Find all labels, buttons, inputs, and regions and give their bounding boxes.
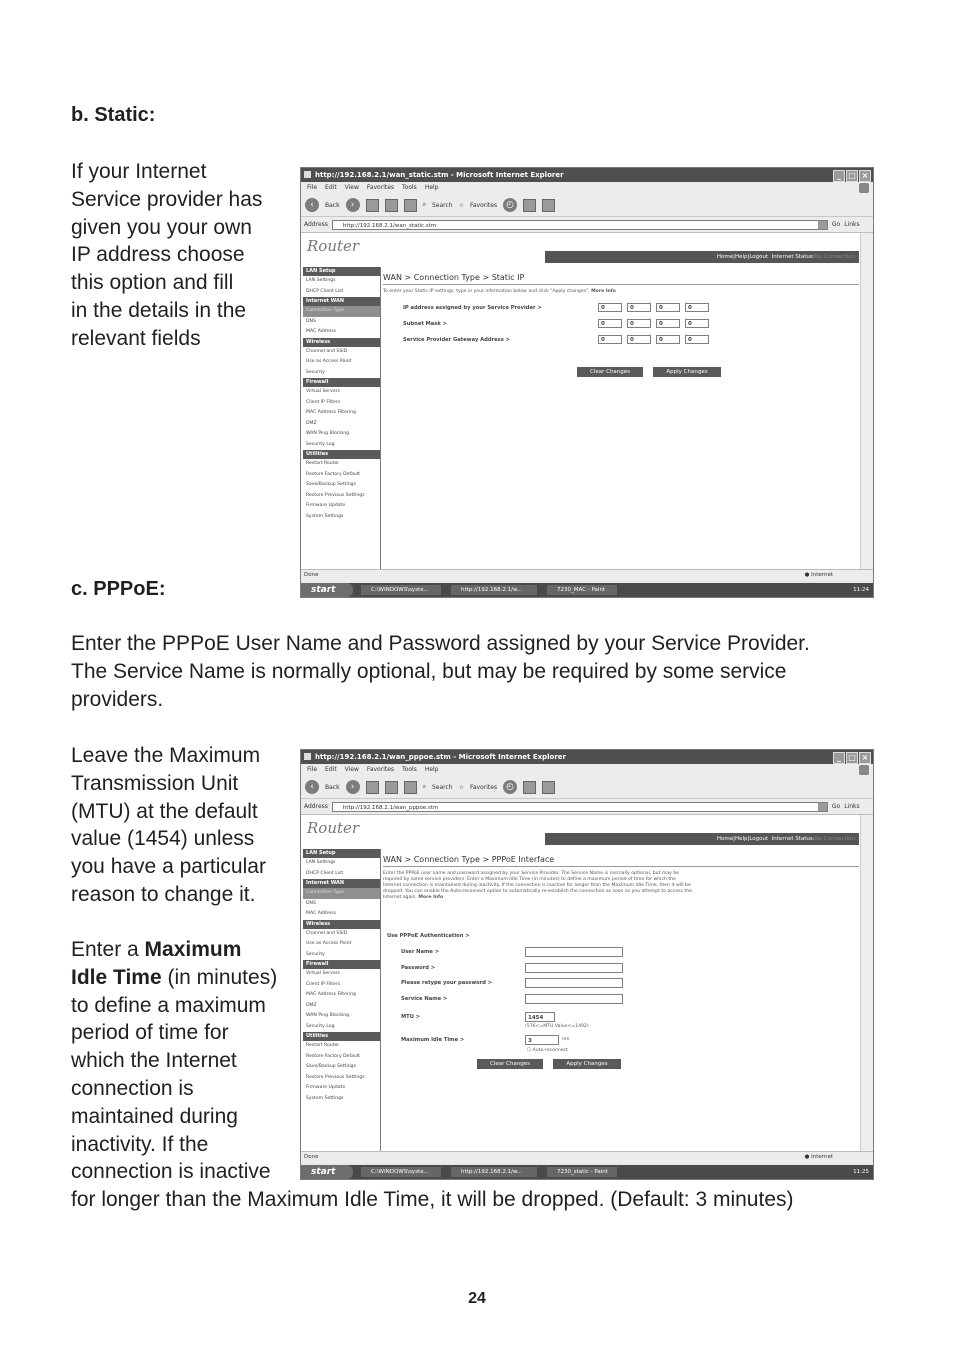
sidebar-item[interactable]: System Settings bbox=[306, 513, 344, 519]
text-line: If your Internet bbox=[71, 160, 207, 183]
instruction-text: Enter the PPPoE user name and password assigned by your Service Provider. The Service Name is normally optional, but may be required by some service providers. Enter a Maximum Idle Time (in minutes) to define a maximum period of time for which the Internet connection is maintained during inactivity. If the connection is inactive for longer than the Maximum Idle Time, then it will be dropped. You can enable the Auto-reconnect option to automatically re-establish the connection as soon as you attempt to access the Internet again. More Info bbox=[383, 871, 692, 900]
history-icon[interactable]: ◴ bbox=[503, 780, 517, 794]
menu-bar bbox=[301, 764, 873, 776]
sidebar-item[interactable]: Client IP Filters bbox=[306, 981, 341, 987]
sidebar-item[interactable]: Use as Access Point bbox=[306, 359, 352, 364]
subnet-octet-4[interactable]: 0 bbox=[685, 319, 709, 328]
clear-changes-button[interactable]: Clear Changes bbox=[477, 1059, 543, 1069]
stop-icon[interactable] bbox=[366, 781, 379, 794]
maximize-icon[interactable]: □ bbox=[846, 752, 858, 764]
ip-octet-4[interactable]: 0 bbox=[685, 303, 709, 312]
sidebar-item[interactable]: DHCP Client List bbox=[306, 870, 344, 876]
address-input[interactable]: http://192.168.2.1/wan_pppoe.stm bbox=[332, 802, 828, 812]
window-titlebar bbox=[301, 750, 873, 764]
sidebar-item[interactable]: Channel and SSID bbox=[306, 348, 348, 354]
sidebar-item[interactable]: Channel and SSID bbox=[306, 930, 348, 936]
text-line: to define a maximum bbox=[71, 993, 266, 1017]
menu-tools[interactable]: Tools bbox=[402, 184, 417, 191]
text-line: value (1454) unless bbox=[71, 827, 255, 851]
text-line: The Service Name is normally optional, but may be required by some service bbox=[71, 659, 787, 683]
window-title: http://192.168.2.1/wan_pppoe.stm - Microsoft Internet Explorer bbox=[315, 753, 567, 761]
menu-view[interactable]: View bbox=[344, 184, 359, 191]
sidebar-item[interactable]: Virtual Servers bbox=[306, 389, 340, 394]
go-button[interactable]: Go bbox=[831, 803, 841, 810]
close-icon[interactable]: × bbox=[859, 752, 871, 764]
ie-icon bbox=[304, 171, 311, 178]
ie-icon bbox=[304, 753, 311, 760]
service-name-input[interactable] bbox=[525, 994, 623, 1004]
status-bar bbox=[301, 1151, 873, 1163]
links-button[interactable]: Links bbox=[844, 803, 860, 810]
page-number: 24 bbox=[468, 1290, 486, 1307]
static-ip-screenshot bbox=[300, 167, 874, 598]
sidebar-item[interactable]: LAN Settings bbox=[306, 860, 336, 865]
password-input[interactable] bbox=[525, 963, 623, 973]
pppoe-intro bbox=[71, 630, 810, 713]
nav-status-value: No Connection bbox=[814, 836, 855, 842]
sidebar-item[interactable]: WAN Ping Blocking bbox=[306, 431, 350, 436]
pppoe-heading: c. PPPoE: bbox=[71, 578, 166, 600]
text-line: Enter the PPPoE User Name and Password assigned by your Service Provider. bbox=[71, 632, 810, 655]
password-label: Password > bbox=[401, 965, 436, 971]
sidebar-item[interactable]: Use as Access Point bbox=[306, 941, 352, 946]
top-nav bbox=[545, 833, 859, 845]
sidebar-item[interactable]: Restart Router bbox=[306, 461, 340, 466]
chevron-down-icon[interactable] bbox=[818, 803, 827, 811]
text-line: Service provider has bbox=[71, 187, 263, 211]
status-bar bbox=[301, 569, 873, 581]
main-pane bbox=[383, 273, 859, 294]
service-name-label: Service Name > bbox=[401, 996, 448, 1002]
search-icon[interactable]: ⌕ bbox=[422, 783, 426, 790]
text-line: connection is bbox=[71, 1076, 194, 1100]
text-line: providers. bbox=[71, 687, 164, 711]
minimize-icon[interactable]: _ bbox=[833, 752, 845, 764]
favorites-icon[interactable]: ☆ bbox=[458, 783, 464, 791]
menu-favorites[interactable]: Favorites bbox=[366, 184, 395, 191]
sidebar-item[interactable]: System Settings bbox=[306, 1095, 344, 1101]
sidebar-section-header: LAN Setup bbox=[303, 267, 380, 276]
mail-icon[interactable] bbox=[523, 199, 536, 212]
sidebar-item[interactable]: Security Log bbox=[306, 441, 335, 447]
menu-tools[interactable]: Tools bbox=[402, 766, 417, 773]
text-line: you have a particular bbox=[71, 855, 266, 879]
subnet-octet-1[interactable]: 0 bbox=[598, 319, 622, 328]
menu-file[interactable]: File bbox=[307, 184, 318, 191]
go-button[interactable]: Go bbox=[831, 221, 841, 228]
refresh-icon[interactable] bbox=[385, 781, 398, 794]
router-logo: Router bbox=[307, 819, 360, 837]
sidebar-item[interactable]: MAC Address Filtering bbox=[306, 992, 356, 997]
text-line: IP address choose bbox=[71, 243, 245, 267]
sidebar-section-header: Wireless bbox=[303, 920, 380, 929]
maximize-icon[interactable]: □ bbox=[846, 170, 858, 182]
apply-changes-button[interactable]: Apply Changes bbox=[553, 1059, 621, 1069]
favorites-icon[interactable]: ☆ bbox=[458, 201, 464, 209]
sidebar-section-header: Firewall bbox=[303, 378, 380, 387]
sidebar-item[interactable]: Restore Factory Default bbox=[306, 471, 360, 477]
text-line: period of time for bbox=[71, 1021, 229, 1045]
text-line: reason to change it. bbox=[71, 882, 256, 906]
idle-time-input[interactable]: 3 bbox=[525, 1035, 559, 1045]
idle-bold-1: Maximum bbox=[144, 938, 242, 961]
sidebar-item[interactable]: Connection Type bbox=[303, 888, 380, 899]
nav-status: Internet Status: bbox=[771, 254, 815, 260]
clock: 11:25 bbox=[853, 1169, 869, 1175]
sidebar-item[interactable]: MAC Address bbox=[306, 911, 336, 916]
sidebar-item[interactable]: DMZ bbox=[306, 1002, 317, 1008]
scrollbar[interactable] bbox=[860, 815, 873, 1153]
sidebar-section-header: Utilities bbox=[303, 450, 380, 459]
clear-changes-button[interactable]: Clear Changes bbox=[577, 367, 643, 377]
search-label[interactable]: Search bbox=[431, 201, 453, 209]
search-label[interactable]: Search bbox=[431, 783, 453, 791]
sidebar-item[interactable]: Save/Backup Settings bbox=[306, 482, 356, 487]
sidebar-item[interactable]: Client IP Filters bbox=[306, 399, 341, 405]
page-content bbox=[301, 815, 873, 1153]
gateway-label: Service Provider Gateway Address > bbox=[403, 337, 510, 343]
start-button[interactable]: start bbox=[301, 1165, 353, 1179]
text-line: this option and fill bbox=[71, 271, 234, 295]
text-line: (MTU) at the default bbox=[71, 799, 258, 823]
mtu-hint: (576<=MTU Value<=1492) bbox=[525, 1024, 589, 1029]
static-description bbox=[71, 158, 262, 353]
more-info-link[interactable]: More Info bbox=[591, 289, 616, 294]
idle-tail: for longer than the Maximum Idle Time, it will be dropped. (Default: 3 minutes) bbox=[71, 1188, 794, 1212]
retype-password-input[interactable] bbox=[525, 978, 623, 988]
sidebar-section-header: LAN Setup bbox=[303, 849, 380, 858]
use-auth-label: Use PPPoE Authentication > bbox=[387, 933, 470, 939]
static-heading: b. Static: bbox=[71, 104, 156, 126]
minimize-icon[interactable]: _ bbox=[833, 170, 845, 182]
close-icon[interactable]: × bbox=[859, 170, 871, 182]
mail-icon[interactable] bbox=[523, 781, 536, 794]
address-label: Address bbox=[304, 221, 328, 228]
status-done: Done bbox=[304, 572, 319, 578]
search-icon[interactable]: ⌕ bbox=[422, 201, 426, 208]
chevron-down-icon[interactable] bbox=[818, 221, 827, 229]
status-zone: ● Internet bbox=[804, 572, 833, 578]
print-icon[interactable] bbox=[542, 781, 555, 794]
gateway-octet-3[interactable]: 0 bbox=[656, 335, 680, 344]
checkbox-icon[interactable]: ☐ bbox=[527, 1048, 532, 1053]
router-logo: Router bbox=[307, 237, 360, 255]
main-pane bbox=[383, 855, 859, 901]
page-title: WAN > Connection Type > PPPoE Interface bbox=[383, 855, 555, 864]
divider bbox=[383, 284, 859, 285]
windows-flag-icon bbox=[859, 765, 869, 775]
retype-password-label: Please retype your password > bbox=[401, 980, 493, 986]
sidebar-item[interactable]: MAC Address bbox=[306, 329, 336, 334]
nav-status-value: No Connection bbox=[814, 254, 855, 260]
window-titlebar bbox=[301, 168, 873, 182]
text-line: given you your own bbox=[71, 215, 252, 239]
forward-icon[interactable]: › bbox=[346, 198, 360, 212]
sidebar-item[interactable]: Connection Type bbox=[303, 306, 380, 317]
nav-status: Internet Status: bbox=[771, 836, 815, 842]
scrollbar[interactable] bbox=[860, 233, 873, 571]
nav-links[interactable]: Home|Help|Logout bbox=[716, 836, 769, 842]
sidebar-item[interactable]: Restore Factory Default bbox=[306, 1053, 360, 1059]
sidebar-item[interactable]: DMZ bbox=[306, 420, 317, 426]
favorites-label[interactable]: Favorites bbox=[469, 201, 498, 209]
task-cmd[interactable]: C:\WINDOWS\syste... bbox=[361, 1167, 441, 1177]
task-paint[interactable]: 7230_static - Paint bbox=[547, 1167, 617, 1177]
menu-help[interactable]: Help bbox=[424, 766, 439, 773]
divider bbox=[383, 866, 859, 867]
pppoe-mtu-text bbox=[71, 742, 266, 909]
taskbar bbox=[301, 1165, 873, 1179]
back-icon[interactable]: ‹ bbox=[305, 198, 319, 212]
mtu-label: MTU > bbox=[401, 1014, 421, 1020]
sidebar-item[interactable]: MAC Address Filtering bbox=[306, 410, 356, 415]
sidebar-item[interactable]: LAN Settings bbox=[306, 278, 336, 283]
links-button[interactable]: Links bbox=[844, 221, 860, 228]
text-line: connection is inactive bbox=[71, 1160, 271, 1184]
print-icon[interactable] bbox=[542, 199, 555, 212]
more-info-link[interactable]: More Info bbox=[418, 895, 444, 900]
clock: 11:24 bbox=[853, 587, 869, 593]
ip-octet-2[interactable]: 0 bbox=[627, 303, 651, 312]
subnet-label: Subnet Mask > bbox=[403, 321, 447, 327]
sidebar-section-header: Internet WAN bbox=[303, 879, 380, 888]
task-ie[interactable]: http://192.168.2.1/w... bbox=[451, 1167, 537, 1177]
menu-help[interactable]: Help bbox=[424, 184, 439, 191]
sidebar-item[interactable]: Restore Previous Settings bbox=[306, 1074, 365, 1080]
apply-changes-button[interactable]: Apply Changes bbox=[653, 367, 721, 377]
sidebar-item[interactable]: DNS bbox=[306, 318, 316, 324]
home-icon[interactable] bbox=[404, 781, 417, 794]
subnet-octet-3[interactable]: 0 bbox=[656, 319, 680, 328]
page-content bbox=[301, 233, 873, 571]
back-label[interactable]: Back bbox=[325, 783, 340, 791]
ip-octet-1[interactable]: 0 bbox=[598, 303, 622, 312]
menu-edit[interactable]: Edit bbox=[325, 184, 337, 191]
user-name-input[interactable] bbox=[525, 947, 623, 957]
history-icon[interactable]: ◴ bbox=[503, 198, 517, 212]
subnet-octet-2[interactable]: 0 bbox=[627, 319, 651, 328]
sidebar-item[interactable]: Save/Backup Settings bbox=[306, 1064, 356, 1069]
sidebar-item[interactable]: Firmware Update bbox=[306, 1085, 346, 1090]
mtu-input[interactable]: 1454 bbox=[525, 1012, 555, 1022]
sidebar-item[interactable]: Virtual Servers bbox=[306, 971, 340, 976]
idle-time-label: Maximum Idle Time > bbox=[401, 1037, 465, 1043]
windows-flag-icon bbox=[859, 183, 869, 193]
status-done: Done bbox=[304, 1154, 319, 1160]
sidebar-section-header: Internet WAN bbox=[303, 297, 380, 306]
idle-pre: Enter a bbox=[71, 938, 145, 961]
start-button[interactable]: start bbox=[301, 583, 353, 597]
task-ie[interactable]: http://192.168.2.1/w... bbox=[451, 585, 537, 595]
sidebar bbox=[303, 267, 381, 569]
task-cmd[interactable]: C:\WINDOWS\syste... bbox=[361, 585, 441, 595]
sidebar-section-header: Firewall bbox=[303, 960, 380, 969]
sidebar-item[interactable]: Firmware Update bbox=[306, 503, 346, 508]
user-name-label: User Name > bbox=[401, 949, 440, 955]
gateway-octet-1[interactable]: 0 bbox=[598, 335, 622, 344]
sidebar-item[interactable]: WAN Ping Blocking bbox=[306, 1013, 350, 1018]
auto-reconnect[interactable]: ☐ Auto-reconnect bbox=[527, 1048, 568, 1053]
idle-bold-2: Idle Time bbox=[71, 965, 162, 989]
ip-label: IP address assigned by your Service Provider > bbox=[403, 305, 542, 311]
address-bar bbox=[301, 799, 873, 815]
menu-edit[interactable]: Edit bbox=[325, 766, 337, 773]
menu-bar bbox=[301, 182, 873, 194]
gateway-octet-2[interactable]: 0 bbox=[627, 335, 651, 344]
address-bar bbox=[301, 217, 873, 233]
text-line: which the Internet bbox=[71, 1049, 237, 1073]
forward-icon[interactable]: › bbox=[346, 780, 360, 794]
status-zone: ● Internet bbox=[804, 1154, 833, 1160]
text-line: in the details in the bbox=[71, 298, 247, 322]
back-icon[interactable]: ‹ bbox=[305, 780, 319, 794]
pppoe-screenshot bbox=[300, 749, 874, 1180]
text-line: Leave the Maximum bbox=[71, 744, 261, 767]
page-title: WAN > Connection Type > Static IP bbox=[383, 273, 525, 282]
window-title: http://192.168.2.1/wan_static.stm - Microsoft Internet Explorer bbox=[315, 171, 564, 179]
back-label[interactable]: Back bbox=[325, 201, 340, 209]
favorites-label[interactable]: Favorites bbox=[469, 783, 498, 791]
idle-post: (in minutes) bbox=[161, 965, 278, 989]
stop-icon[interactable] bbox=[366, 199, 379, 212]
menu-view[interactable]: View bbox=[344, 766, 359, 773]
address-label: Address bbox=[304, 803, 328, 810]
text-line: inactivity. If the bbox=[71, 1132, 209, 1156]
sidebar-item[interactable]: Security Log bbox=[306, 1023, 335, 1029]
sidebar bbox=[303, 849, 381, 1151]
text-line: relevant fields bbox=[71, 326, 201, 350]
text-line: Transmission Unit bbox=[71, 771, 239, 795]
sidebar-item[interactable]: Security bbox=[306, 951, 325, 957]
sidebar-item[interactable]: DHCP Client List bbox=[306, 288, 344, 294]
address-input[interactable]: http://192.168.2.1/wan_static.stm bbox=[332, 220, 828, 230]
menu-favorites[interactable]: Favorites bbox=[366, 766, 395, 773]
sidebar-item[interactable]: Security bbox=[306, 369, 325, 375]
instruction-text: To enter your Static IP settings, type in your information below and click "Apply changes". More Info bbox=[383, 289, 616, 294]
home-icon[interactable] bbox=[404, 199, 417, 212]
sidebar-item[interactable]: Restore Previous Settings bbox=[306, 492, 365, 498]
refresh-icon[interactable] bbox=[385, 199, 398, 212]
taskbar bbox=[301, 583, 873, 597]
gateway-octet-4[interactable]: 0 bbox=[685, 335, 709, 344]
ip-octet-3[interactable]: 0 bbox=[656, 303, 680, 312]
browser-toolbar bbox=[301, 194, 873, 217]
nav-links[interactable]: Home|Help|Logout bbox=[716, 254, 769, 260]
idle-unit: mn bbox=[562, 1037, 570, 1042]
sidebar-section-header: Wireless bbox=[303, 338, 380, 347]
text-line: maintained during bbox=[71, 1104, 238, 1128]
browser-toolbar bbox=[301, 776, 873, 799]
top-nav bbox=[545, 251, 859, 263]
sidebar-section-header: Utilities bbox=[303, 1032, 380, 1041]
menu-file[interactable]: File bbox=[307, 766, 318, 773]
sidebar-item[interactable]: Restart Router bbox=[306, 1043, 340, 1048]
task-paint[interactable]: 7230_MAC - Paint bbox=[547, 585, 617, 595]
sidebar-item[interactable]: DNS bbox=[306, 900, 316, 906]
